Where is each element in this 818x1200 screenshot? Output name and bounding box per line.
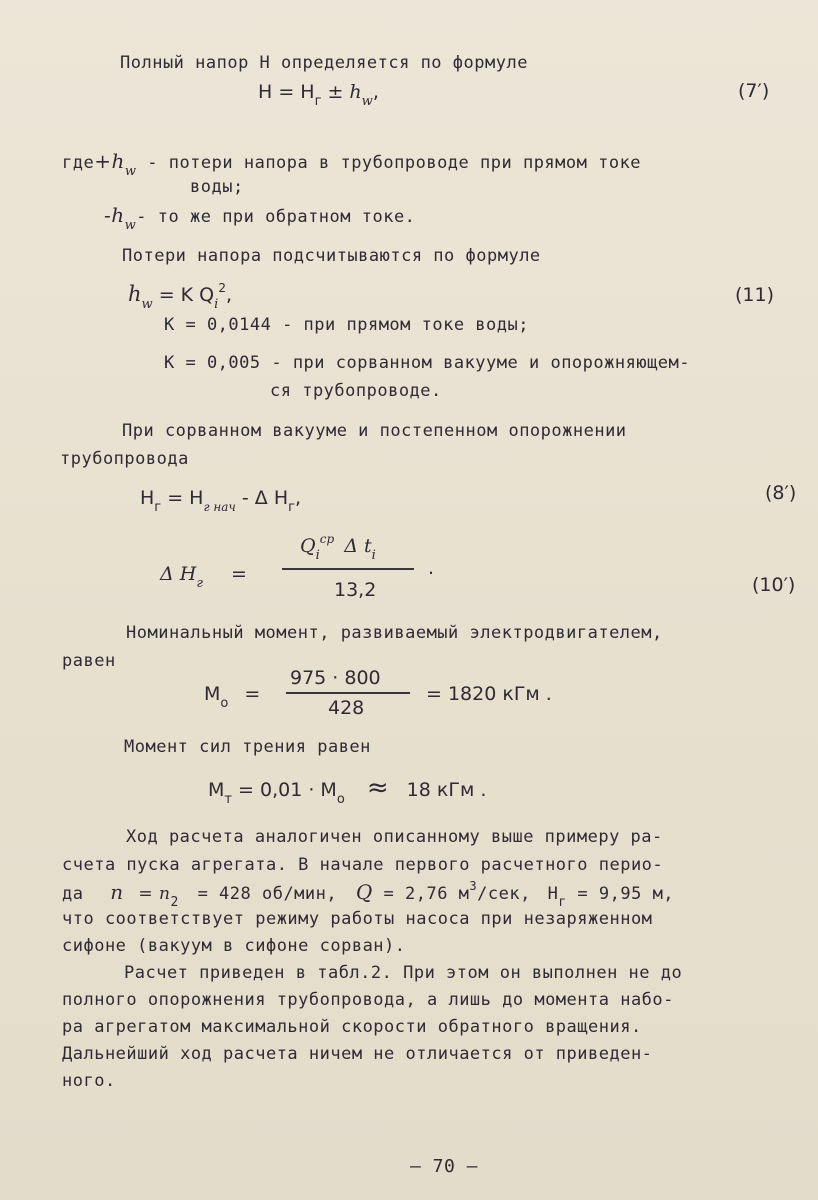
text-line: К = 0,005 - при сорванном вакууме и опорожняющем- xyxy=(164,353,691,373)
eq-part: = xyxy=(244,683,261,705)
text-line xyxy=(104,203,416,233)
hw-symbol: +h xyxy=(94,149,125,173)
eq-sub: i xyxy=(214,297,219,312)
eq-part: , xyxy=(225,284,232,306)
equation-number: (7′) xyxy=(738,80,770,102)
text-line: При сорванном вакууме и постепенном опорожнении xyxy=(122,421,627,441)
equation-m0 xyxy=(204,682,260,709)
text-line: ного. xyxy=(62,1071,116,1091)
eq-sub: о xyxy=(336,792,345,807)
text-part: = 428 об/мин, xyxy=(197,884,338,904)
text-line: ра агрегатом максимальной скорости обратного вращения. xyxy=(62,1017,642,1037)
eq-sub: i xyxy=(371,548,376,563)
text-line: Расчет приведен в табл.2. При этом он выполнен не до xyxy=(124,963,683,983)
eq-part: Q xyxy=(355,880,373,904)
text-line: Дальнейший ход расчета ничем не отличается от приведен- xyxy=(62,1044,653,1064)
eq-sub: w xyxy=(361,94,373,109)
hw-symbol: -h xyxy=(104,203,125,227)
text-line: равен xyxy=(62,651,116,671)
eq-sub: i xyxy=(315,548,320,563)
eq-part: . xyxy=(428,557,435,579)
eq-part: = 1820 кГм . xyxy=(426,683,552,705)
fraction-numerator: 975 · 800 xyxy=(290,667,381,689)
fraction-bar xyxy=(282,568,414,570)
eq-part: Δ H xyxy=(160,563,197,585)
eq-part: h xyxy=(128,282,142,306)
fraction-bar xyxy=(286,692,410,694)
eq-part: = K Q xyxy=(158,284,215,306)
eq-part: 18 кГм . xyxy=(406,779,487,801)
equation-11 xyxy=(128,282,232,310)
eq-part: - Δ Н xyxy=(241,487,289,509)
text-line: что соответствует режиму работы насоса при незаряженном xyxy=(62,909,653,929)
eq-part: М xyxy=(204,683,221,705)
equation-10prime-lhs xyxy=(160,562,247,589)
equation-8prime xyxy=(140,486,301,513)
eq-sub: г xyxy=(288,500,295,515)
eq-part: = xyxy=(230,563,247,585)
eq-sub: w xyxy=(141,297,153,312)
equation-number: (8′) xyxy=(765,482,797,504)
eq-part: Q xyxy=(300,535,316,557)
hw-sub: w xyxy=(124,164,137,179)
eq-part: n xyxy=(110,880,124,904)
equation-10prime-denominator: 13,2 xyxy=(334,579,377,601)
equation-number: (11) xyxy=(735,284,775,306)
eq-sub: 2 xyxy=(170,895,179,910)
text-line: ся трубопроводе. xyxy=(270,381,442,401)
eq-sub: г xyxy=(154,500,162,515)
equation-mt xyxy=(208,773,487,807)
text-part: да xyxy=(62,884,84,904)
text-line: Момент сил трения равен xyxy=(124,737,371,757)
text-line: воды; xyxy=(190,177,244,197)
text-line: Ход расчета аналогичен описанному выше примеру ра- xyxy=(126,827,663,847)
eq-part: М xyxy=(208,779,225,801)
text-line: сифоне (вакуум в сифоне сорван). xyxy=(62,936,406,956)
text-line xyxy=(62,149,642,179)
eq-part: ± h xyxy=(327,81,362,103)
eq-part: Н xyxy=(140,487,155,509)
text-part: = 9,95 м, xyxy=(577,884,675,904)
text-line: полного опорожнения трубопровода, а лишь до момента набо- xyxy=(62,990,674,1010)
eq-part: = n xyxy=(138,884,171,904)
text-part: - xyxy=(136,207,148,227)
eq-sup: 3 xyxy=(469,879,478,893)
eq-sup: ср xyxy=(319,532,335,546)
text-line: К = 0,0144 - при прямом токе воды; xyxy=(164,315,529,335)
eq-sub: г xyxy=(558,895,567,910)
eq-sub: г xyxy=(314,94,322,109)
text-part: то же при обратном токе. xyxy=(157,207,416,227)
eq-part: = 0,01 · М xyxy=(238,779,337,801)
equation-number: (10′) xyxy=(752,574,796,596)
eq-sub: о xyxy=(220,696,229,711)
text-part: - потери напора в трубопроводе при прямом токе xyxy=(136,153,642,173)
eq-part: ≈ xyxy=(366,773,389,803)
eq-part: , xyxy=(372,81,379,103)
fraction-denominator: 428 xyxy=(328,697,365,719)
text-part: где xyxy=(62,153,95,173)
hw-sub: w xyxy=(124,218,137,233)
eq-part: = Н xyxy=(167,487,204,509)
text-line: счета пуска агрегата. В начале первого расчетного перио- xyxy=(62,855,664,875)
text-line: Номинальный момент, развиваемый электродвигателем, xyxy=(126,623,663,643)
text-part: /сек, xyxy=(477,884,531,904)
text-line xyxy=(62,879,675,910)
eq-sup: 2 xyxy=(218,281,226,295)
equation-7prime xyxy=(258,80,379,107)
eq-part: Н xyxy=(547,884,559,904)
text-line: Полный напор Н определяется по формуле xyxy=(120,53,528,73)
text-part: = 2,76 м xyxy=(383,884,470,904)
equation-10prime-numerator xyxy=(300,534,376,561)
eq-sub: т xyxy=(224,792,232,807)
page-number: – 70 – xyxy=(410,1156,479,1177)
eq-part: , xyxy=(294,487,302,509)
eq-part: Δ t xyxy=(344,535,372,557)
eq-part: Н = Н xyxy=(258,81,315,103)
text-line: трубопровода xyxy=(60,449,189,469)
eq-sub: г нач xyxy=(203,500,236,514)
text-line: Потери напора подсчитываются по формуле xyxy=(122,246,541,266)
eq-sub: г xyxy=(196,576,203,591)
